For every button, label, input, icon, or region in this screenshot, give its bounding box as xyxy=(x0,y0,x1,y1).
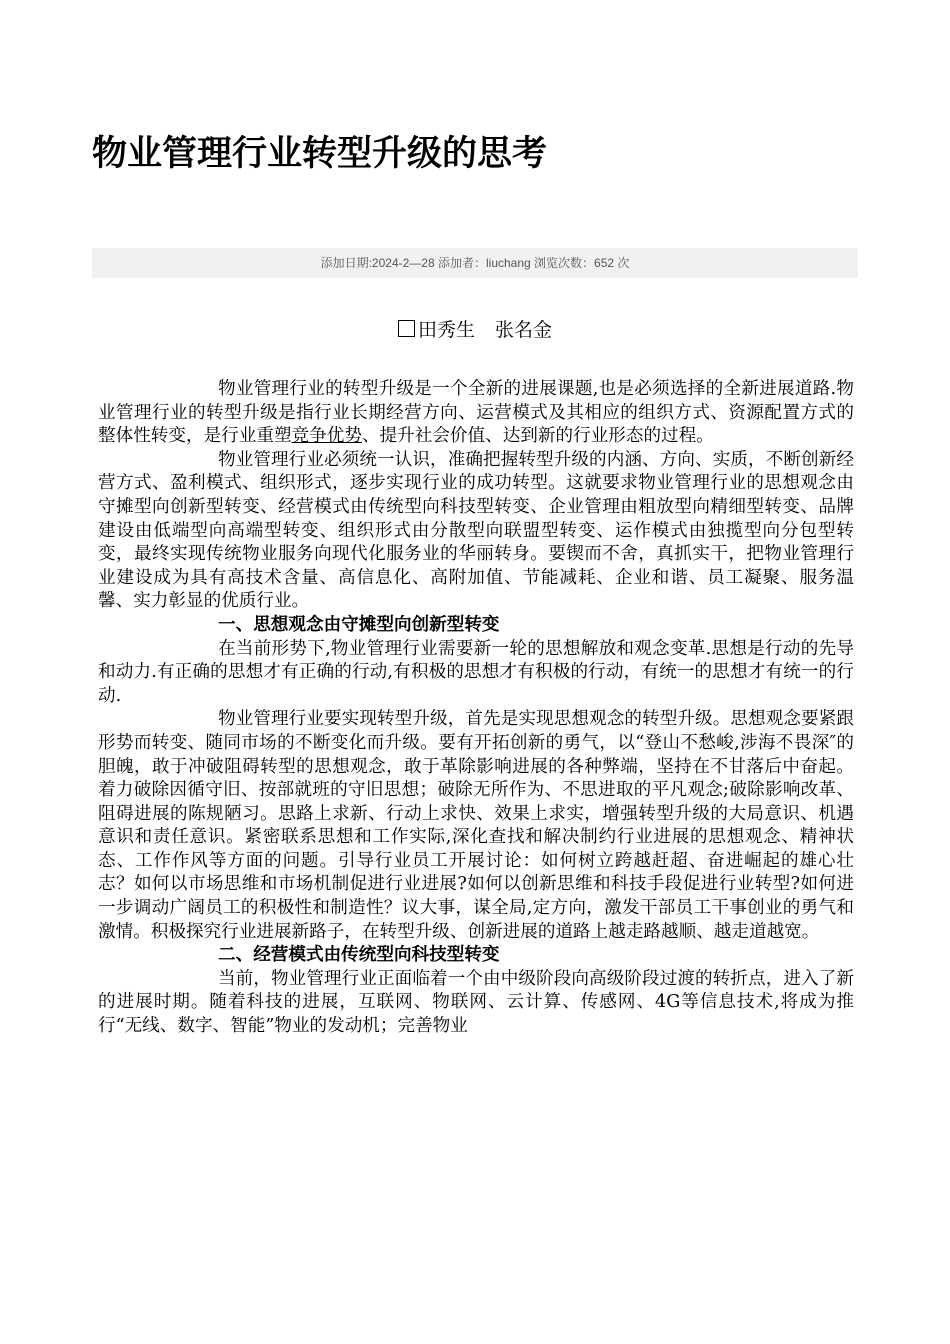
author-name: 田秀生 xyxy=(417,319,475,341)
paragraph: 物业管理行业的转型升级是一个全新的进展课题,也是必须选择的全新进展道路.物业管理行业的转型升级是指行业长期经营方向、运营模式及其相应的组织方式、资源配置方式的整体性转变，是行业重塑竞争优势、提升社会价值、达到新的行业形态的过程。 xyxy=(98,379,854,447)
competitive-advantage-link[interactable]: 竞争优势 xyxy=(291,426,362,447)
views-label: 浏览次数： xyxy=(530,256,595,270)
paragraph: 当前，物业管理行业正面临着一个由中级阶段向高级阶段过渡的转折点，进入了新的进展时期。随着科技的进展，互联网、物联网、云计算、传感网、4G等信息技术,将成为推行“无线、数字、智能”物业的发动机；完善物业 xyxy=(98,968,854,1037)
section-heading: 一、思想观念由守摊型向创新型转变 xyxy=(218,614,500,635)
author-line xyxy=(0,316,950,344)
article-body xyxy=(98,378,854,1039)
author-value: liuchang xyxy=(485,256,531,270)
article-meta-bar xyxy=(92,248,858,278)
views-unit: 次 xyxy=(614,256,630,270)
section-heading: 二、经营模式由传统型向科技型转变 xyxy=(218,945,500,966)
article-title: 物业管理行业转型升级的思考 xyxy=(92,134,548,174)
paragraph: 物业管理行业要实现转型升级，首先是实现思想观念的转型升级。思想观念要紧跟形势而转变、随同市场的不断变化而升级。要有开拓创新的勇气，以“登山不愁峻,涉海不畏深″的胆魄，敢于冲破阻碍转型的思想观念，敢于革除影响进展的各种弊端，坚持在不甘落后中奋起。着力破除因循守旧、按部就班的守旧思想；破除无所作为、不思进取的平凡观念;破除影响改革、阻碍进展的陈规陋习。思路上求新、行动上求快、效果上求实，增强转型升级的大局意识、机遇意识和责任意识。紧密联系思想和工作实际,深化查找和解决制约行业进展的思想观念、精神状态、工作作风等方面的问题。引导行业员工开展讨论：如何树立跨越赶超、奋进崛起的雄心壮志？如何以市场思维和市场机制促进行业进展?如何以创新思维和科技手段促进行业转型?如何进一步调动广阔员工的积极性和制造性？议大事，谋全局,定方向，激发干部员工干事创业的勇气和激情。积极探究行业进展新路子，在转型升级、创新进展的道路上越走路越顺、越走道越宽。 xyxy=(98,709,854,942)
paragraph: 在当前形势下,物业管理行业需要新一轮的思想解放和观念变革.思想是行动的先导和动力.有正确的思想才有正确的行动,有积极的思想才有积极的行动，有统一的思想才有统一的行动. xyxy=(98,638,854,706)
paragraph: 物业管理行业必须统一认识，准确把握转型升级的内涵、方向、实质，不断创新经营方式、盈利模式、组织形式，逐步实现行业的成功转型。这就要求物业管理行业的思想观念由守摊型向创新型转变、经营模式由传统型向科技型转变、企业管理由粗放型向精细型转变、品牌建设由低端型向高端型转变、组织形式由分散型向联盟型转变、运作模式由独揽型向分包型转变，最终实现传统物业服务向现代化服务业的华丽转身。要锲而不舍，真抓实干，把物业管理行业建设成为具有高技术含量、高信息化、高附加值、节能减耗、企业和谐、员工凝聚、服务温馨、实力彰显的优质行业。 xyxy=(98,449,854,612)
author-label: 添加者： xyxy=(434,256,486,270)
views-value: 652 xyxy=(594,256,615,270)
date-value: 2024-2—28 xyxy=(371,256,435,270)
square-icon xyxy=(398,320,415,337)
author-name: 张名金 xyxy=(495,319,553,341)
date-label: 添加日期: xyxy=(320,256,372,270)
